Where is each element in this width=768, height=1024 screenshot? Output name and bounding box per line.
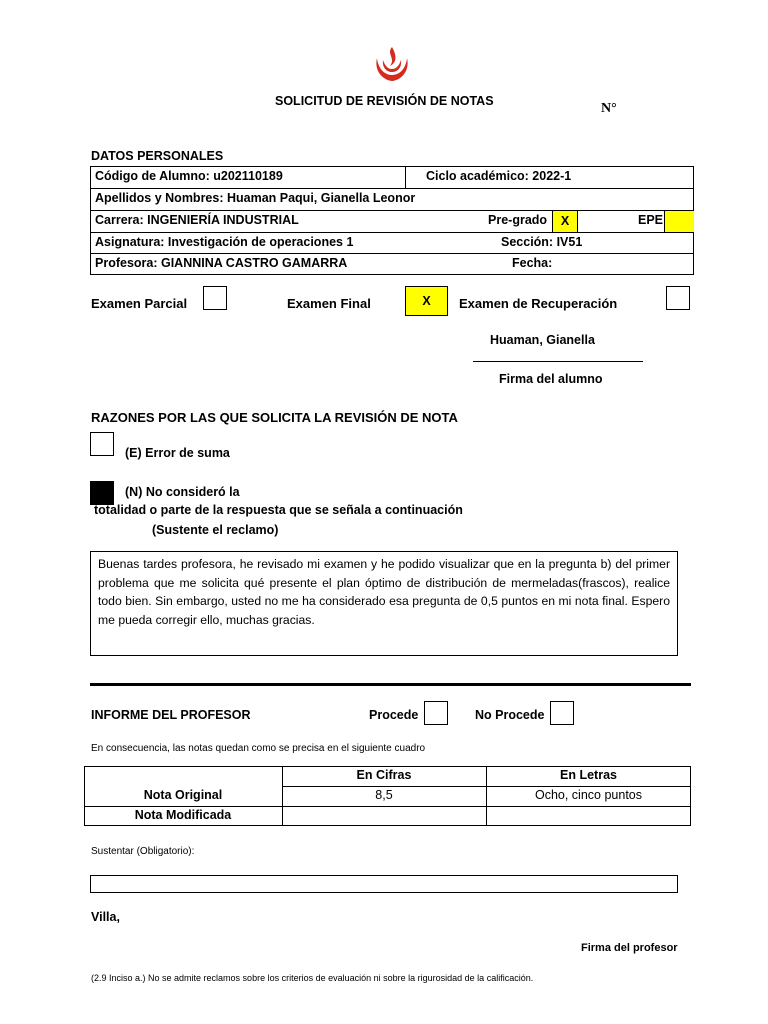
no-procede-label: No Procede (475, 708, 545, 722)
examen-final-checkbox[interactable]: X (405, 286, 448, 316)
profesora: Profesora: GIANNINA CASTRO GAMARRA (95, 256, 348, 270)
informe-profesor-title: INFORME DEL PROFESOR (91, 708, 251, 722)
document-title: SOLICITUD DE REVISIÓN DE NOTAS (275, 94, 494, 108)
nota-modificada-cifras[interactable] (283, 807, 485, 825)
number-label: N° (601, 101, 617, 116)
signature-line (473, 361, 643, 362)
no-procede-checkbox[interactable] (550, 701, 574, 725)
nota-modificada-letras[interactable] (487, 807, 690, 825)
procede-label: Procede (369, 708, 419, 722)
student-name-signature: Huaman, Gianella (490, 333, 595, 347)
row-nota-original: Nota Original (143, 788, 223, 802)
razones-title: RAZONES POR LAS QUE SOLICITA LA REVISIÓN DE NOTA (91, 410, 458, 425)
error-suma-checkbox[interactable] (90, 432, 114, 456)
examen-recuperacion-label: Examen de Recuperación (459, 296, 618, 311)
no-considero-label: (N) No consideró la (125, 485, 240, 499)
examen-recuperacion-checkbox[interactable] (666, 286, 690, 310)
villa-label: Villa, (91, 910, 120, 924)
pregrado-label: Pre-grado (488, 213, 548, 227)
asignatura: Asignatura: Investigación de operaciones 1 (95, 235, 354, 249)
sustente-label: (Sustente el reclamo) (152, 523, 279, 537)
procede-checkbox[interactable] (424, 701, 448, 725)
examen-parcial-checkbox[interactable] (203, 286, 227, 310)
codigo-alumno: Código de Alumno: u202110189 (95, 169, 283, 183)
sustentar-label: Sustentar (Obligatorio): (91, 846, 195, 857)
firma-profesor-label: Firma del profesor (581, 942, 678, 954)
ciclo-academico: Ciclo académico: 2022-1 (426, 169, 572, 183)
sustentar-input[interactable] (90, 875, 678, 893)
epe-label: EPE (638, 213, 664, 227)
fecha: Fecha: (512, 256, 553, 270)
col-en-letras: En Letras (560, 768, 617, 782)
no-considero-checkbox[interactable] (90, 481, 114, 505)
error-suma-label: (E) Error de suma (125, 446, 230, 460)
firma-alumno-label: Firma del alumno (499, 372, 603, 386)
pregrado-mark[interactable]: X (552, 211, 578, 232)
no-considero-label-line2: totalidad o parte de la respuesta que se señala a continuación (94, 503, 463, 517)
consequence-text: En consecuencia, las notas quedan como se precisa en el siguiente cuadro (91, 743, 426, 754)
justification-textarea[interactable]: Buenas tardes profesora, he revisado mi examen y he podido visualizar que en la pregunta b) del primer problema que me solicita qué presente el plan óptimo de distribución de mermeladas(frascos), realice todo bien. Sin embargo, usted no me ha considerado esa pregunta de 0,5 puntos en mi nota final. Espero me pueda corregir ello, muchas gracias. (90, 551, 678, 656)
section-divider (90, 683, 691, 686)
nota-original-letras: Ocho, cinco puntos (534, 788, 642, 802)
row-nota-modificada: Nota Modificada (134, 808, 232, 822)
footer-note: (2.9 Inciso a.) No se admite reclamos sobre los criterios de evaluación ni sobre la rigurosidad de la calificación. (91, 973, 534, 983)
epe-mark[interactable] (664, 211, 694, 232)
upc-logo (372, 44, 412, 84)
col-en-cifras: En Cifras (356, 768, 412, 782)
nota-original-cifras: 8,5 (375, 788, 393, 802)
carrera: Carrera: INGENIERÍA INDUSTRIAL (95, 213, 299, 227)
seccion: Sección: IV51 (501, 235, 583, 249)
examen-parcial-label: Examen Parcial (91, 296, 188, 311)
apellidos-nombres: Apellidos y Nombres: Huaman Paqui, Gianella Leonor (95, 191, 416, 205)
examen-final-label: Examen Final (287, 296, 371, 311)
section-datos-personales: DATOS PERSONALES (91, 149, 224, 163)
